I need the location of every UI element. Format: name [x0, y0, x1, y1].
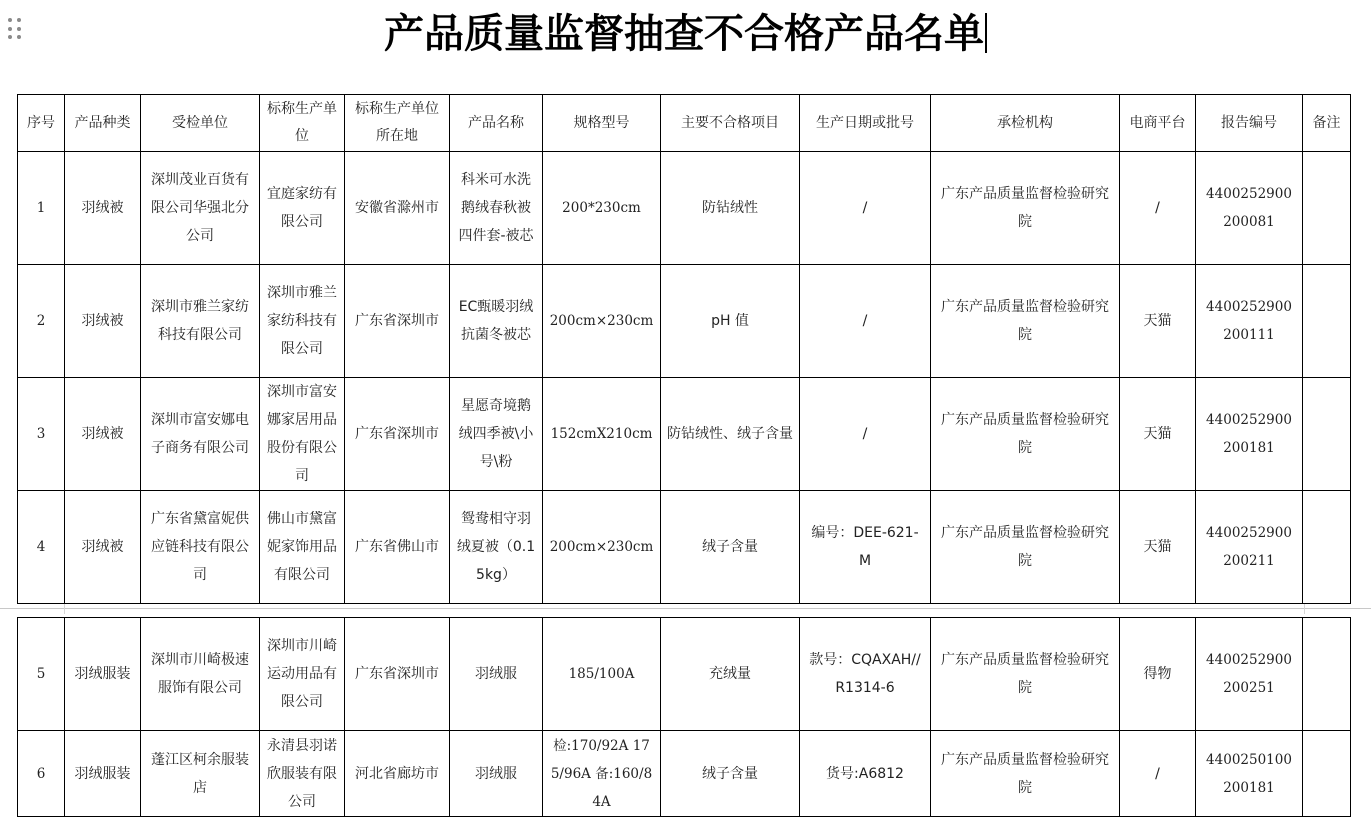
cell-report: 4400252900200111	[1196, 265, 1303, 378]
header-cell: 序号	[18, 95, 65, 152]
cell-batch: /	[800, 378, 931, 491]
cell-inspected: 广东省黛富妮供应链科技有限公司	[141, 491, 260, 604]
cell-no: 1	[18, 152, 65, 265]
page-break-tick	[1304, 604, 1305, 614]
header-cell: 电商平台	[1120, 95, 1196, 152]
cell-product: 鸳鸯相守羽绒夏被（0.15kg）	[450, 491, 543, 604]
cell-spec: 200cm×230cm	[543, 491, 661, 604]
cell-producer: 深圳市富安娜家居用品股份有限公司	[260, 378, 345, 491]
cell-category: 羽绒被	[65, 152, 141, 265]
cell-spec: 200cm×230cm	[543, 265, 661, 378]
cell-producer: 永清县羽诺欣服装有限公司	[260, 731, 345, 817]
cell-category: 羽绒被	[65, 378, 141, 491]
cell-product: 羽绒服	[450, 731, 543, 817]
cell-spec: 检:170/92A 175/96A 备:160/84A	[543, 731, 661, 817]
cell-remark	[1303, 491, 1351, 604]
cell-remark	[1303, 378, 1351, 491]
cell-location: 广东省深圳市	[345, 265, 450, 378]
cell-location: 广东省深圳市	[345, 378, 450, 491]
header-cell: 备注	[1303, 95, 1351, 152]
cell-defect: 绒子含量	[661, 491, 800, 604]
cell-spec: 200*230cm	[543, 152, 661, 265]
cell-defect: pH 值	[661, 265, 800, 378]
cell-inspected: 蓬江区柯余服装店	[141, 731, 260, 817]
cell-location: 安徽省滁州市	[345, 152, 450, 265]
header-cell: 承检机构	[931, 95, 1120, 152]
cell-inspected: 深圳市雅兰家纺科技有限公司	[141, 265, 260, 378]
cell-defect: 防钻绒性	[661, 152, 800, 265]
cell-category: 羽绒被	[65, 491, 141, 604]
cell-agency: 广东产品质量监督检验研究院	[931, 618, 1120, 731]
cell-producer: 深圳市雅兰家纺科技有限公司	[260, 265, 345, 378]
cell-product: 星愿奇境鹅绒四季被\小号\粉	[450, 378, 543, 491]
page-break-divider	[0, 608, 1371, 609]
cell-product: EC甄暖羽绒抗菌冬被芯	[450, 265, 543, 378]
table-row	[18, 491, 1351, 604]
cell-report: 4400252900200211	[1196, 491, 1303, 604]
cell-batch: 款号：CQAXAH//R1314-6	[800, 618, 931, 731]
cell-inspected: 深圳市富安娜电子商务有限公司	[141, 378, 260, 491]
header-cell: 受检单位	[141, 95, 260, 152]
cell-no: 6	[18, 731, 65, 817]
cell-remark	[1303, 618, 1351, 731]
cell-batch: 货号:A6812	[800, 731, 931, 817]
defect-table-page-1	[17, 94, 1351, 604]
cell-inspected: 深圳市川崎极速服饰有限公司	[141, 618, 260, 731]
cell-defect: 充绒量	[661, 618, 800, 731]
cell-platform: 天猫	[1120, 491, 1196, 604]
cell-agency: 广东产品质量监督检验研究院	[931, 378, 1120, 491]
cell-product: 科米可水洗鹅绒春秋被四件套-被芯	[450, 152, 543, 265]
cell-batch: 编号：DEE-621-M	[800, 491, 931, 604]
cell-product: 羽绒服	[450, 618, 543, 731]
cell-spec: 185/100A	[543, 618, 661, 731]
cell-agency: 广东产品质量监督检验研究院	[931, 491, 1120, 604]
cell-platform: /	[1120, 731, 1196, 817]
header-cell: 报告编号	[1196, 95, 1303, 152]
cell-remark	[1303, 152, 1351, 265]
cell-producer: 宜庭家纺有限公司	[260, 152, 345, 265]
table-header-row	[18, 95, 1351, 152]
cell-no: 5	[18, 618, 65, 731]
table-row	[18, 265, 1351, 378]
cell-location: 广东省佛山市	[345, 491, 450, 604]
cell-agency: 广东产品质量监督检验研究院	[931, 265, 1120, 378]
page-break-tick	[64, 604, 65, 614]
cell-platform: 天猫	[1120, 378, 1196, 491]
cell-report: 4400252900200251	[1196, 618, 1303, 731]
table-row	[18, 152, 1351, 265]
cell-no: 4	[18, 491, 65, 604]
cell-agency: 广东产品质量监督检验研究院	[931, 731, 1120, 817]
cell-inspected: 深圳茂业百货有限公司华强北分公司	[141, 152, 260, 265]
cell-category: 羽绒服装	[65, 731, 141, 817]
cell-category: 羽绒被	[65, 265, 141, 378]
cell-producer: 深圳市川崎运动用品有限公司	[260, 618, 345, 731]
cell-no: 3	[18, 378, 65, 491]
header-cell: 标称生产单位	[260, 95, 345, 152]
cell-report: 4400252900200181	[1196, 378, 1303, 491]
defect-table-page-2	[17, 617, 1351, 817]
cell-platform: 天猫	[1120, 265, 1196, 378]
cell-batch: /	[800, 152, 931, 265]
cell-batch: /	[800, 265, 931, 378]
cell-agency: 广东产品质量监督检验研究院	[931, 152, 1120, 265]
cell-platform: /	[1120, 152, 1196, 265]
header-cell: 生产日期或批号	[800, 95, 931, 152]
header-cell: 主要不合格项目	[661, 95, 800, 152]
header-cell: 产品名称	[450, 95, 543, 152]
header-cell: 标称生产单位所在地	[345, 95, 450, 152]
cell-spec: 152cmX210cm	[543, 378, 661, 491]
cell-remark	[1303, 265, 1351, 378]
cell-category: 羽绒服装	[65, 618, 141, 731]
header-cell: 产品种类	[65, 95, 141, 152]
cell-report: 4400250100200181	[1196, 731, 1303, 817]
cell-defect: 防钻绒性、绒子含量	[661, 378, 800, 491]
cell-remark	[1303, 731, 1351, 817]
cell-report: 4400252900200081	[1196, 152, 1303, 265]
cell-location: 河北省廊坊市	[345, 731, 450, 817]
header-cell: 规格型号	[543, 95, 661, 152]
cell-platform: 得物	[1120, 618, 1196, 731]
cell-defect: 绒子含量	[661, 731, 800, 817]
table-row	[18, 378, 1351, 491]
page-title: 产品质量监督抽查不合格产品名单	[0, 2, 1371, 59]
cell-location: 广东省深圳市	[345, 618, 450, 731]
table-row	[18, 731, 1351, 817]
table-row	[18, 618, 1351, 731]
text-cursor	[985, 13, 987, 53]
cell-no: 2	[18, 265, 65, 378]
cell-producer: 佛山市黛富妮家饰用品有限公司	[260, 491, 345, 604]
